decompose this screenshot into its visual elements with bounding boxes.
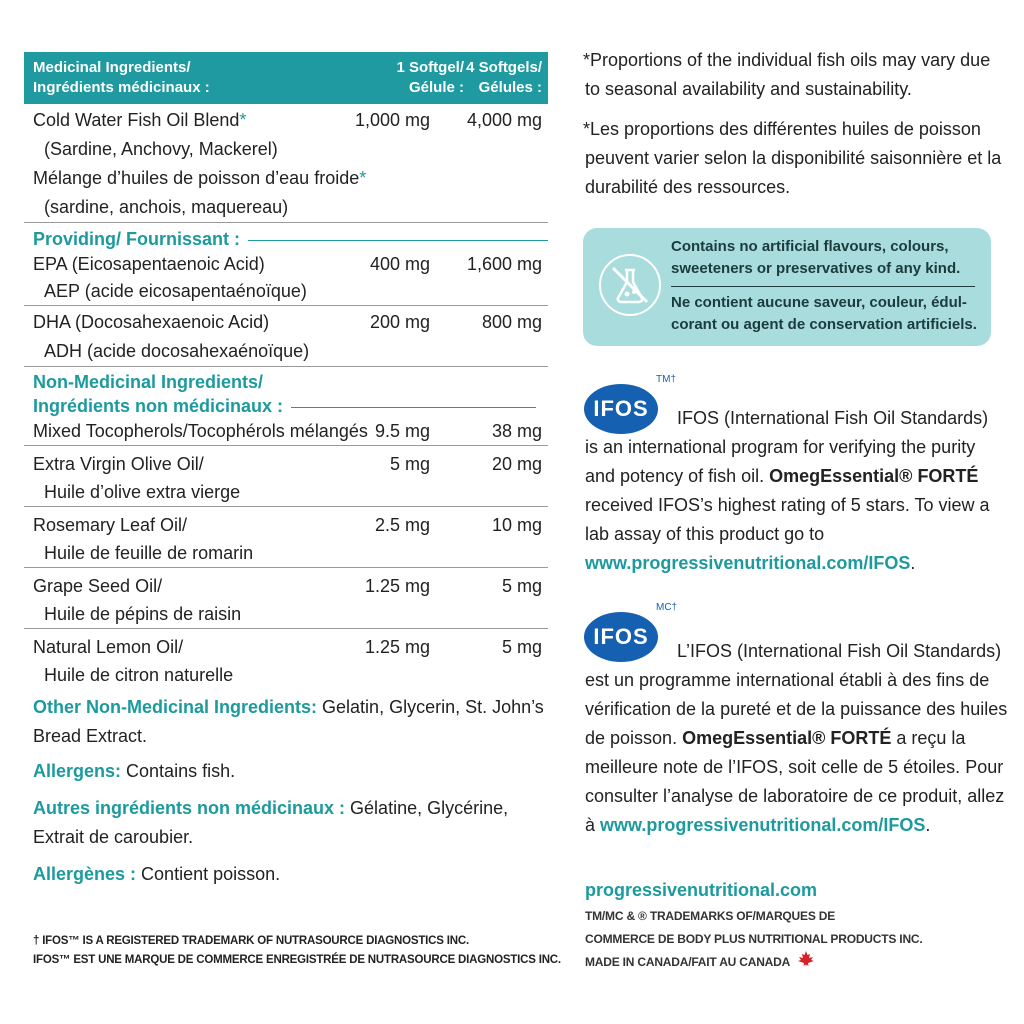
table-row: Cold Water Fish Oil Blend* (Sardine, Anchovy, Mackerel) Mélange d’huiles de poisson d’eau froide* (sardine, anchois, maquereau) 1,000 mg 4,000 mg: [24, 104, 548, 223]
maple-leaf-icon: [797, 951, 815, 975]
table-row: Grape Seed Oil/ Huile de pépins de raisin 1.25 mg 5 mg: [24, 568, 548, 629]
header-4-softgels: 4 Softgels/ Gélules :: [466, 59, 542, 96]
providing-heading: Providing/ Fournissant :: [24, 223, 548, 251]
website-link[interactable]: progressivenutritional.com: [585, 880, 818, 900]
allergens-en: Allergens: Contains fish.: [33, 761, 236, 781]
right-column: [583, 46, 1008, 202]
ingredients-table: [24, 52, 548, 889]
no-chemicals-icon: [599, 254, 661, 316]
other-ingredients-fr: Autres ingrédients non médicinaux : Gélatine, Glycérine, Extrait de caroubier.: [33, 798, 509, 847]
table-header: [24, 52, 548, 104]
trademark-footnote: † IFOS™ IS A REGISTERED TRADEMARK OF NUTRASOURCE DIAGNOSTICS INC. IFOS™ EST UNE MARQUE DE COMMERCE ENREGISTRÉE DE NUTRASOURCE DIAGNOSTICS INC.: [33, 935, 561, 966]
table-row: Rosemary Leaf Oil/ Huile de feuille de romarin 2.5 mg 10 mg: [24, 507, 548, 568]
ifos-link-en[interactable]: www.progressivenutritional.com/IFOS: [585, 553, 911, 573]
label-page: Medicinal Ingredients/ Ingrédients médicinaux : 1 Softgel/ Gélule : 4 Softgels/ Gélules : Cold Water Fish Oil Blend* (Sardine, Anchovy, Mackerel) Mélange d’huiles de poisson d’eau froide* (sardine, anchois, maquereau) 1,000 mg 4,000 mg Providing/ Fournissant : EPA (Eicosapentaenoic Acid) AEP (acide eicosapentaénoïque) 400 mg 1,600 mg DHA (Docosahexaenoic Acid) ADH (acide docosahexaénoïque) 200 mg 800 mg Non-Medicinal Ingredients/ Ingrédients non médicinaux : Mixed Tocopherols/Tocophérols mélangés 9.5 mg 38 mg Extra Virgin Olive Oil/ Huile d’olive extra vierge 5 mg 20 mg Rosemary Leaf Oil/ Huile de feuille de romarin 2.5 mg 10 mg Grape Seed Oil/ Huile de pépins de raisin 1.25 mg 5 mg Natural Lemon Oil/ Huile de citron naturelle 1.25 mg 5 mg Other Non-Medicinal Ingredients: Gelatin, Glycerin, St. John’s Bread Extract. Allergens: Contains fish. Autres ingrédients non médicinaux : Gélatine, Glycérine, Extrait de caroubier. Allergènes : Contient poisson. † IFOS™ IS A REGISTERED TRADEMARK OF NUTRASOURCE DIAGNOSTICS INC. IFOS™ EST UNE MARQUE DE COMMERCE ENREGISTRÉE DE NUTRASOURCE DIAGNOSTICS INC. *Proportions of the individual fish oils may vary due to seasonal availability and sustainability. *Les proportions des différentes huiles de poisson peuvent varier selon la disponibilité saisonnière et la durabilité des ressources. Contains no artificial flavours, colours, sweeteners or preservatives of any kind. Ne contient aucune saveur, couleur, édul- corant ou agent de conservation artificiels. IFOS TM† IFOS (International Fish Oil Standards) is an international program for verifying the purity and potency of fish oil. OmegEssential® FORTÉ received IFOS’s highest rating of 5 stars. To view a lab assay of this product go to www.progressivenutritional.com/IFOS. IFOS MC† L’IFOS (International Fish Oil Standards) est un programme international établi à des fins de vérification de la pureté et de la puissance des huiles de poisson. OmegEssential® FORTÉ a reçu la meilleure note de l’IFOS, soit celle de 5 étoiles. Pour consulter l’analyse de laboratoire de ce produit, allez à www.progressivenutritional.com/IFOS. progressivenutritional.com TM/MC & ® TRADEMARKS OF/MARQUES DE COMMERCE DE BODY PLUS NUTRITIONAL PRODUCTS INC. MADE IN CANADA/FAIT AU CANADA: [0, 0, 1024, 1024]
table-row: Mixed Tocopherols/Tocophérols mélangés 9.5 mg 38 mg: [24, 418, 548, 446]
proportions-note-fr: *Les proportions des différentes huiles de poisson peuvent varier selon la disponibilité saisonnière et la durabilité des ressources.: [583, 119, 1002, 197]
box-text-fr: Ne contient aucune saveur, couleur, édul- corant ou agent de conservation artificiels.: [671, 294, 977, 333]
table-row: DHA (Docosahexaenoic Acid) ADH (acide docosahexaénoïque) 200 mg 800 mg: [24, 306, 548, 367]
table-row: EPA (Eicosapentaenoic Acid) AEP (acide eicosapentaénoïque) 400 mg 1,600 mg: [24, 251, 548, 306]
divider: [671, 286, 975, 287]
divider: [291, 407, 536, 408]
ifos-text-en: IFOS (International Fish Oil Standards) is an international program for verifying the purity and potency of fish oil. OmegEssential® FORTÉ received IFOS’s highest rating of 5 stars. To view a lab assay of this product go to www.progressivenutritional.com/IFOS.: [585, 408, 990, 573]
no-artificial-box: [583, 228, 991, 346]
ifos-text-fr: L’IFOS (International Fish Oil Standards) est un programme international établi à des fins de vérification de la pureté et de la puissance des huiles de poisson. OmegEssential® FORTÉ a reçu la meilleure note de l’IFOS, soit celle de 5 étoiles. Pour consulter l’analyse de laboratoire de ce produit, allez à www.progressivenutritional.com/IFOS.: [585, 641, 1008, 835]
ifos-logo: IFOS: [584, 384, 658, 434]
ifos-logo: IFOS: [584, 612, 658, 662]
header-ingredients: Medicinal Ingredients/ Ingrédients médicinaux :: [33, 59, 210, 96]
box-text-en: Contains no artificial flavours, colours, sweeteners or preservatives of any kind.: [671, 238, 961, 277]
header-1-softgel: 1 Softgel/ Gélule :: [396, 59, 464, 96]
ifos-link-fr[interactable]: www.progressivenutritional.com/IFOS: [600, 815, 926, 835]
non-medicinal-heading: Non-Medicinal Ingredients/ Ingrédients non médicinaux :: [24, 367, 548, 418]
other-ingredients-en: Other Non-Medicinal Ingredients: Gelatin, Glycerin, St. John’s Bread Extract.: [33, 697, 544, 746]
table-row: Natural Lemon Oil/ Huile de citron naturelle 1.25 mg 5 mg: [33, 637, 542, 685]
proportions-note-en: *Proportions of the individual fish oils may vary due to seasonal availability and sustainability.: [583, 50, 991, 99]
table-row: Extra Virgin Olive Oil/ Huile d’olive extra vierge 5 mg 20 mg: [24, 446, 548, 507]
divider: [248, 240, 548, 241]
allergens-fr: Allergènes : Contient poisson.: [33, 864, 281, 884]
trademark-notice: TM/MC & ® TRADEMARKS OF/MARQUES DE COMMERCE DE BODY PLUS NUTRITIONAL PRODUCTS INC. MADE IN CANADA/FAIT AU CANADA: [585, 905, 1015, 975]
